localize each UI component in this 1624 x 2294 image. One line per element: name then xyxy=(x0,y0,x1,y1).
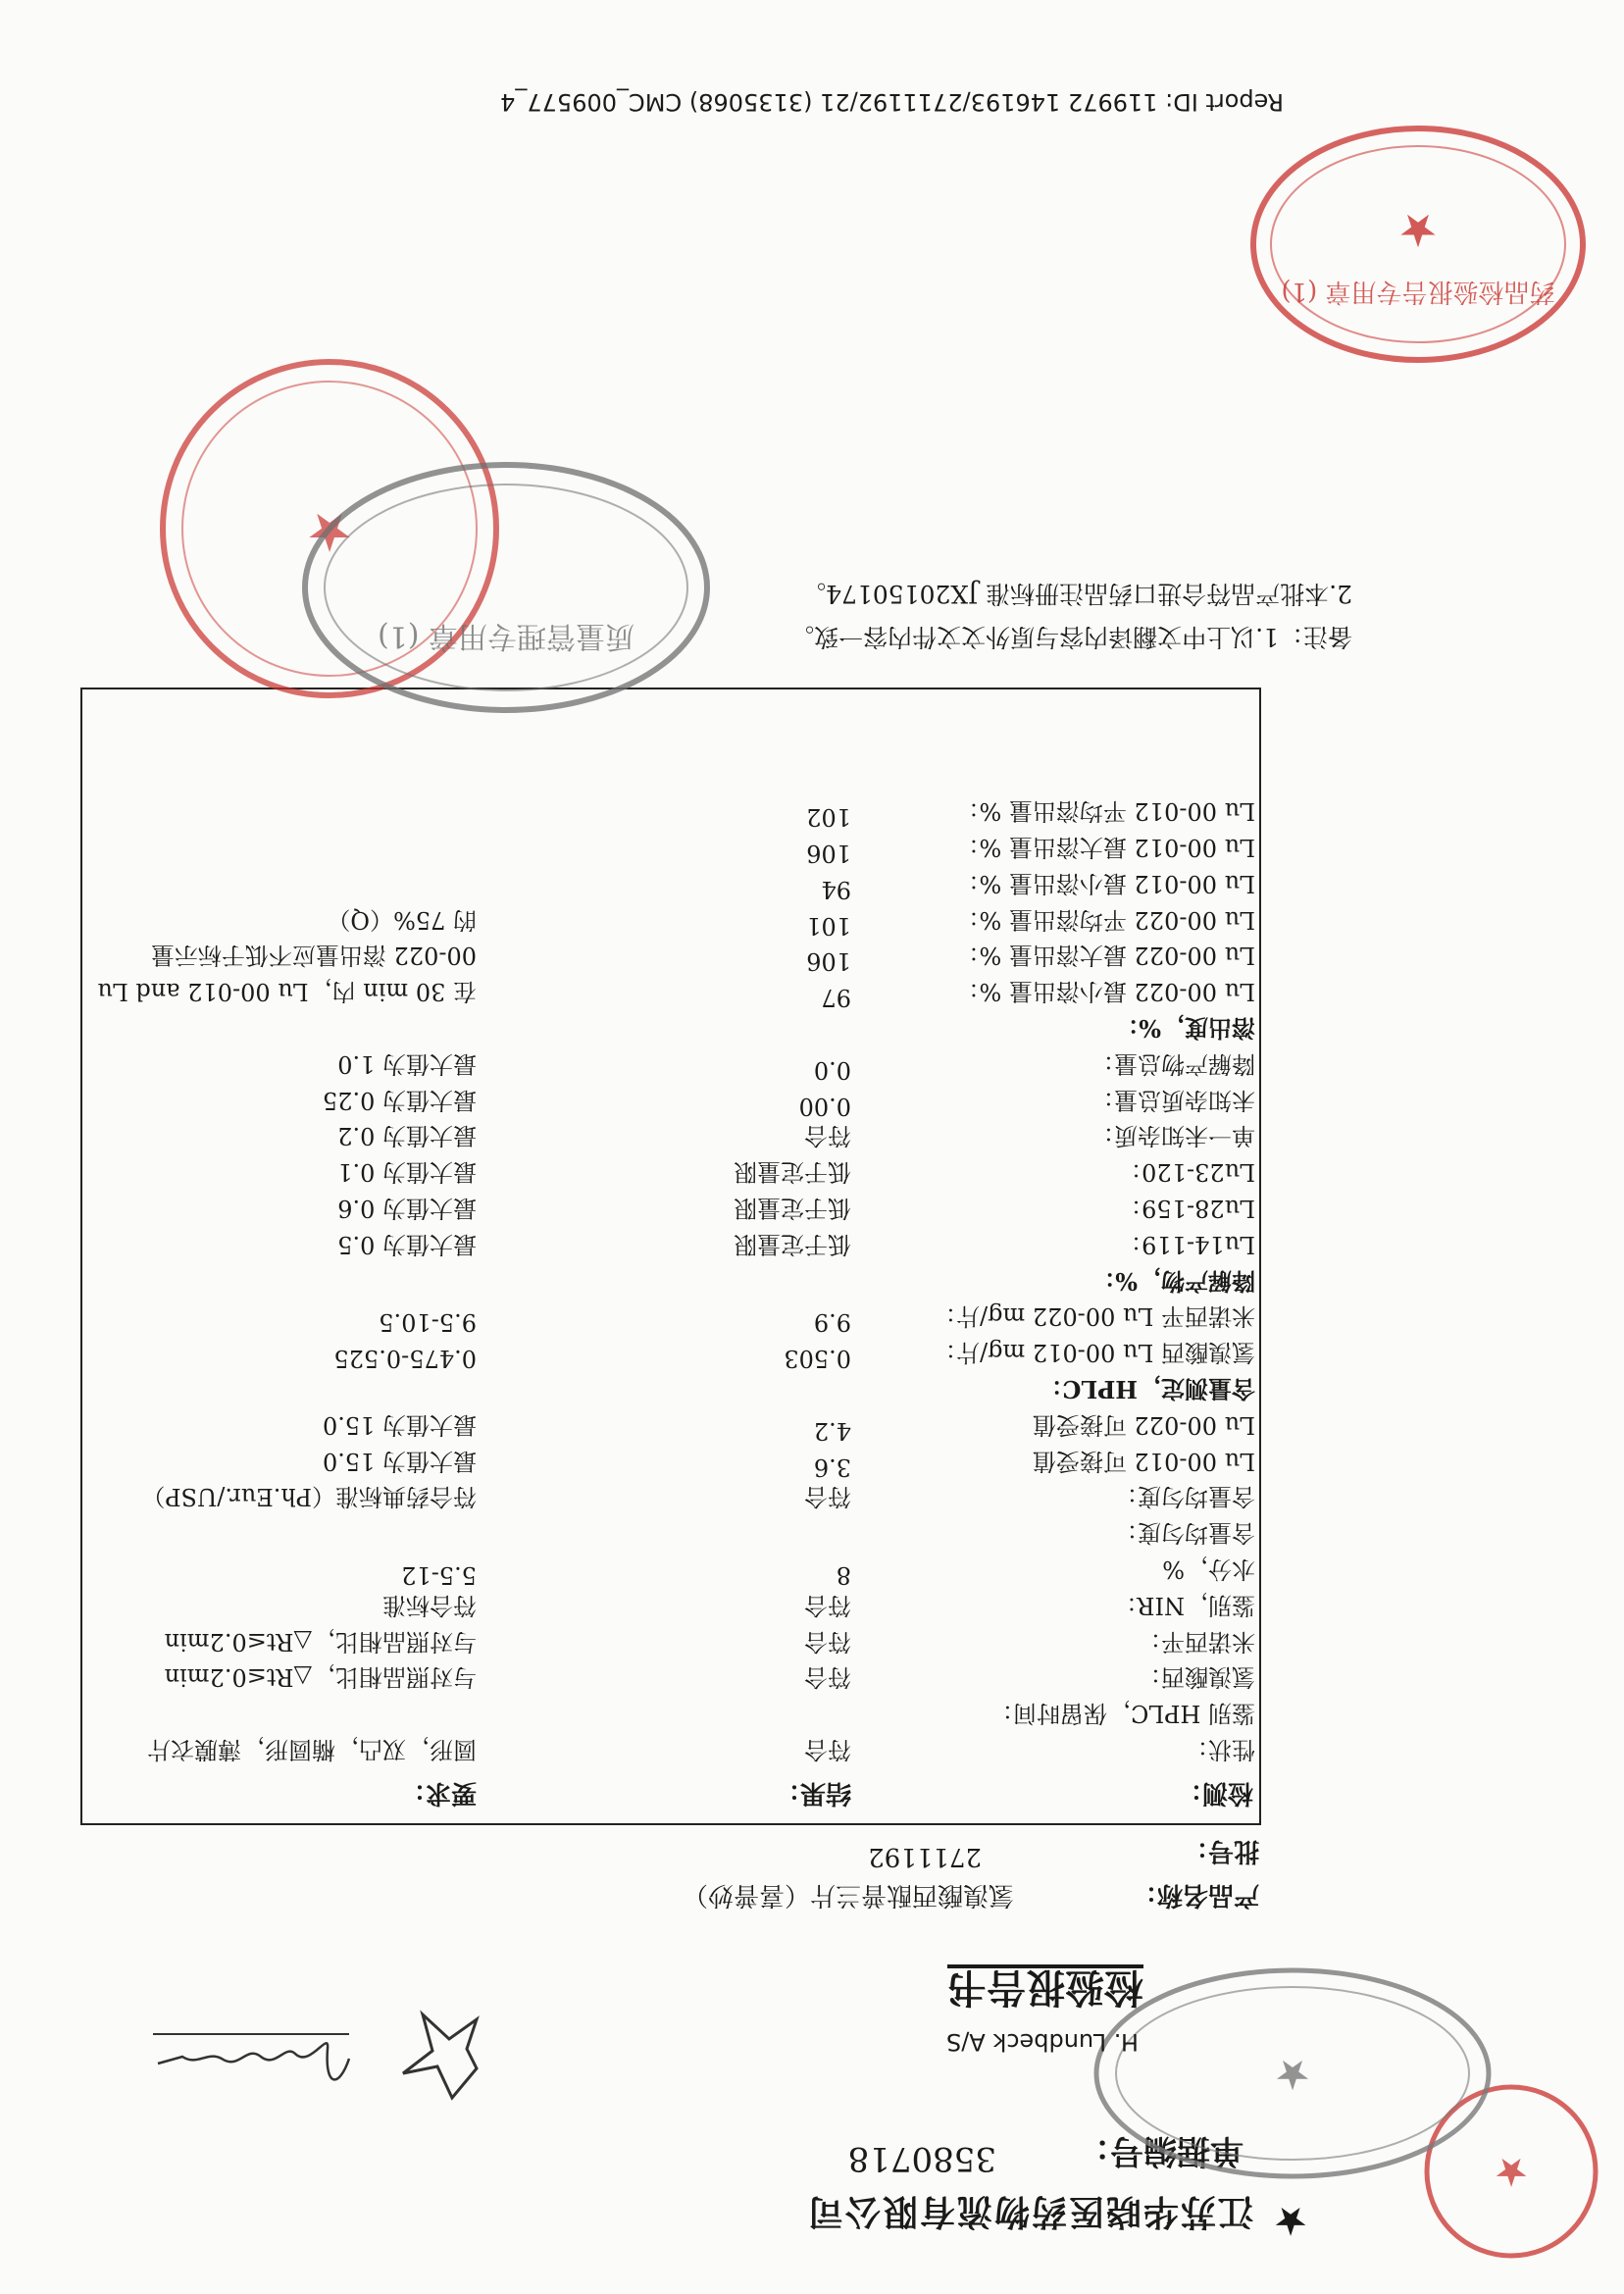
company-name: 江苏华晓医药物流有限公司 xyxy=(805,2191,1253,2232)
table-row-result: 97 xyxy=(821,984,851,1011)
table-row-result: 102 xyxy=(806,803,851,831)
table-row-requirement: 9.5-10.5 xyxy=(379,1308,477,1336)
table-row-result: 低于定量限 xyxy=(734,1158,851,1186)
table-row-label: 单一未知杂质： xyxy=(1091,1122,1255,1149)
quality-gray-oval-seal xyxy=(290,450,722,725)
table-row-requirement: 最大值为 0.6 xyxy=(337,1195,477,1222)
col-header-requirement: 要求： xyxy=(399,1778,477,1808)
note-line-1: 备注：1.以上中文翻译内容与原外文文件内容一致。 xyxy=(789,623,1352,651)
table-row-label: 氢溴酸西 Lu 00-012 mg/片： xyxy=(933,1339,1255,1366)
table-row-result: 8 xyxy=(836,1561,851,1589)
table-row-label: 水分，% xyxy=(1162,1555,1255,1583)
report-title: 检验报告书 xyxy=(947,1964,1143,2011)
star-icon: ★ xyxy=(1273,2198,1308,2243)
table-row-result: 106 xyxy=(806,947,851,975)
table-row-requirement: 在 30 min 内，Lu 00-012 and Lu xyxy=(97,978,477,1005)
table-row-requirement: 与对照品相比，△Rt≤0.2min xyxy=(164,1663,477,1691)
inspection-red-oval-seal xyxy=(1242,117,1595,372)
table-row-label: Lu 00-012 最大溶出量 %： xyxy=(955,834,1255,861)
lundbeck-signature xyxy=(124,2000,496,2127)
table-row-requirement: 最大值为 15.0 xyxy=(322,1448,477,1475)
table-row-label: 降解产物总量： xyxy=(1091,1050,1255,1078)
doc-number-label: 单据编号： xyxy=(1077,2131,1243,2170)
report-id: Report ID: 119972 146193/2711192/21 (3135068) CMC_009577_4 xyxy=(500,88,1284,116)
table-row-label: 鉴别 HPLC，保留时间： xyxy=(989,1700,1255,1727)
table-row-label: Lu23-120： xyxy=(1118,1158,1255,1186)
table-row-result: 4.2 xyxy=(813,1417,851,1445)
table-row-result: 符合 xyxy=(804,1592,851,1619)
table-row-label: 溶出度，%： xyxy=(1115,1014,1255,1043)
table-row-label: Lu 00-022 最小溶出量 %： xyxy=(955,978,1255,1005)
product-name-label: 产品名称： xyxy=(1131,1880,1259,1910)
table-row-label: 氢溴酸西： xyxy=(1138,1663,1255,1691)
table-row-result: 106 xyxy=(806,840,851,867)
col-header-test: 检测： xyxy=(1176,1778,1253,1808)
table-row-label: 鉴别，NIR： xyxy=(1113,1592,1255,1619)
table-row-label: 米诺西平： xyxy=(1138,1628,1255,1656)
table-row-requirement: 符合药典标准（Ph.Eur./USP） xyxy=(141,1483,477,1510)
stamp2-text: 药品检验报告专用章 (1) xyxy=(1281,277,1555,306)
table-row-result: 符合 xyxy=(804,1736,851,1763)
table-row-result: 0.00 xyxy=(798,1093,851,1120)
table-row-result: 3.6 xyxy=(813,1453,851,1481)
table-row-result: 9.9 xyxy=(813,1308,851,1336)
table-row-result: 0.503 xyxy=(784,1345,851,1372)
table-row-label: Lu 00-012 平均溶出量 %： xyxy=(955,797,1255,825)
table-row-requirement: 0.475-0.525 xyxy=(333,1345,477,1372)
table-row-result: 94 xyxy=(821,876,851,903)
table-row-requirement: 最大值为 0.2 xyxy=(337,1122,477,1149)
table-row-label: Lu 00-022 平均溶出量 %： xyxy=(955,906,1255,934)
table-row-requirement: 5.5-12 xyxy=(401,1561,477,1589)
note-line-2: 2.本批产品符合进口药品注册标准 JX20150174。 xyxy=(801,580,1352,608)
table-row-label: 性状： xyxy=(1185,1736,1255,1763)
table-row-label: 降解产物，%： xyxy=(1091,1267,1255,1296)
table-row-label: Lu 00-022 最大溶出量 %： xyxy=(955,942,1255,969)
table-row-label: Lu14-119： xyxy=(1118,1231,1255,1258)
manufacturer-name: H. Lundbeck A/S xyxy=(946,2028,1139,2056)
product-name-value: 氢溴酸西酞普兰片（喜普妙） xyxy=(682,1880,1014,1910)
svg-text:★: ★ xyxy=(1274,2051,1311,2099)
table-row-label: 含量均匀度： xyxy=(1114,1519,1255,1547)
table-row-result: 符合 xyxy=(804,1663,851,1691)
table-row-label: Lu 00-012 可接受值 xyxy=(1032,1448,1255,1475)
batch-value: 2711192 xyxy=(868,1842,982,1871)
table-row-result: 0.0 xyxy=(813,1056,851,1084)
table-row-requirement: 最大值为 0.1 xyxy=(337,1158,477,1186)
table-row-requirement: 00-022 溶出量应不低于标示量 xyxy=(150,942,477,969)
table-row-requirement: 的 75%（Q） xyxy=(327,906,477,934)
svg-text:★: ★ xyxy=(1494,2149,1529,2194)
table-row-label: 未知杂质总量： xyxy=(1091,1087,1255,1114)
table-row-result: 符合 xyxy=(804,1628,851,1656)
stamp1-text: 质量管理专用章 (1) xyxy=(377,619,635,653)
svg-text:★: ★ xyxy=(1397,204,1439,257)
doc-number: 3580718 xyxy=(847,2139,996,2178)
table-row-requirement: 最大值为 15.0 xyxy=(322,1411,477,1439)
table-row-requirement: 最大值为 0.5 xyxy=(337,1231,477,1258)
table-row-requirement: 圆形，双凸，椭圆形，薄膜衣片 xyxy=(147,1736,477,1763)
table-row-label: 米诺西平 Lu 00-022 mg/片： xyxy=(933,1302,1255,1330)
svg-text:★: ★ xyxy=(305,501,354,563)
table-row-label: Lu 00-012 最小溶出量 %： xyxy=(955,870,1255,897)
table-row-label: 含量测定，HPLC： xyxy=(1039,1375,1255,1403)
table-row-result: 符合 xyxy=(804,1122,851,1149)
table-row-label: Lu28-159： xyxy=(1118,1195,1255,1222)
table-row-result: 低于定量限 xyxy=(734,1231,851,1258)
table-row-result: 101 xyxy=(806,912,851,940)
lundbeck-oval-stamp xyxy=(1087,1961,1498,2186)
col-header-result: 结果： xyxy=(774,1778,851,1808)
table-row-result: 低于定量限 xyxy=(734,1195,851,1222)
table-row-label: Lu 00-022 可接受值 xyxy=(1032,1411,1255,1439)
table-row-result: 符合 xyxy=(804,1483,851,1510)
table-row-label: 含量均匀度： xyxy=(1114,1483,1255,1510)
table-row-requirement: 与对照品相比，△Rt≤0.2min xyxy=(164,1628,477,1656)
table-row-requirement: 最大值为 1.0 xyxy=(337,1050,477,1078)
table-row-requirement: 最大值为 0.25 xyxy=(322,1087,477,1114)
table-row-requirement: 符合标准 xyxy=(382,1592,477,1619)
batch-label: 批号： xyxy=(1182,1836,1259,1865)
